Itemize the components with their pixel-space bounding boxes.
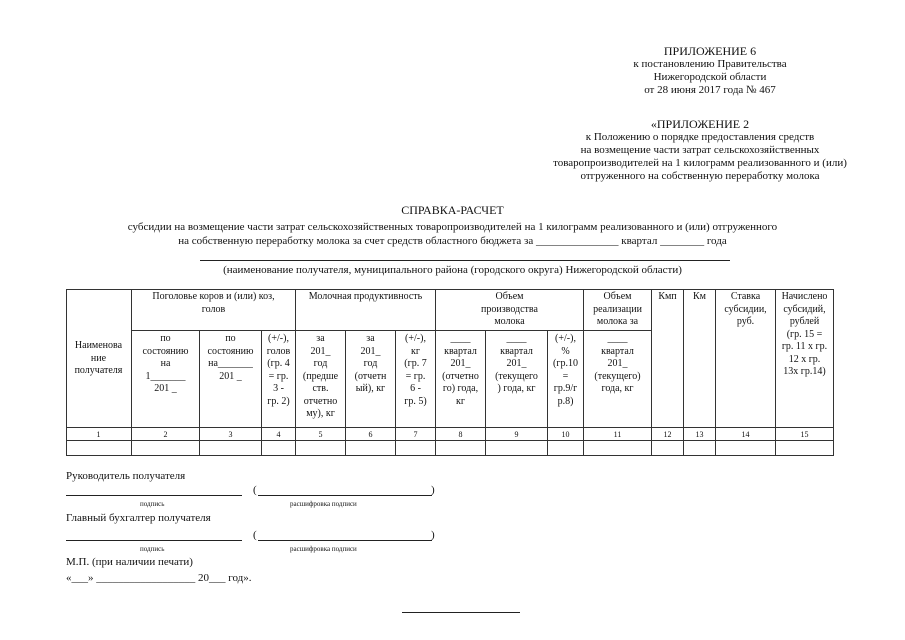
header-recipient-name: Наименова ние получателя [66, 289, 132, 428]
data-cell [716, 441, 776, 456]
annex6-line: к постановлению Правительства [633, 58, 787, 70]
accountant-paren-close: ) [431, 529, 435, 541]
column-number-4: 4 [262, 428, 296, 441]
header-column-5: за 201_ год (предше ств. отчетно му), кг [296, 331, 346, 428]
column-number-10: 10 [548, 428, 584, 441]
header-column-10: (+/-), % (гр.10 = гр.9/г р.8) [548, 331, 584, 428]
data-cell [132, 441, 200, 456]
recipient-caption: (наименование получателя, муниципального района (городского округа) Нижегородской области) [223, 264, 682, 276]
data-cell [66, 441, 132, 456]
column-number-14: 14 [716, 428, 776, 441]
document-title: СПРАВКА-РАСЧЕТ [401, 203, 504, 217]
data-cell [262, 441, 296, 456]
accountant-label: Главный бухгалтер получателя [66, 512, 211, 524]
head-signature-caption: подпись [140, 500, 165, 508]
data-cell [584, 441, 652, 456]
accountant-paren-open: ( [253, 529, 257, 541]
head-signature-line [66, 495, 242, 496]
annex2-line: товаропроизводителей на 1 килограмм реализованного и (или) [553, 157, 847, 169]
header-km: Км [684, 289, 716, 428]
column-number-9: 9 [486, 428, 548, 441]
column-number-15: 15 [776, 428, 834, 441]
header-group-productivity: Молочная продуктивность [296, 289, 436, 331]
annex6-line: от 28 июня 2017 года № 467 [644, 84, 776, 96]
annex6-title: ПРИЛОЖЕНИЕ 6 [663, 44, 757, 58]
column-number-2: 2 [132, 428, 200, 441]
data-cell [652, 441, 684, 456]
annex2-line: отгруженного на собственную переработку молока [580, 170, 820, 182]
column-number-11: 11 [584, 428, 652, 441]
data-cell [548, 441, 584, 456]
date-line: «___» __________________ 20___ год». [66, 572, 252, 584]
header-sales-period: ____ квартал 201_ (текущего) года, кг [584, 331, 652, 428]
header-kmp: Кмп [652, 289, 684, 428]
annex2-title: «ПРИЛОЖЕНИЕ 2 [650, 117, 750, 131]
header-column-7: (+/-), кг (гр. 7 = гр. 6 - гр. 5) [396, 331, 436, 428]
data-cell [296, 441, 346, 456]
header-group-sales: Объем реализации молока за [584, 289, 652, 331]
data-cell [396, 441, 436, 456]
column-number-8: 8 [436, 428, 486, 441]
document-subtitle-period: на собственную переработку молока за счет средств областного бюджета за _______________ квартал ________ года [178, 235, 727, 247]
head-paren-close: ) [431, 484, 435, 496]
column-number-1: 1 [66, 428, 132, 441]
header-accrued: Начислено субсидий, рублей (гр. 15 = гр. 11 х гр. 12 х гр. 13х гр.14) [776, 289, 834, 428]
recipient-name-line [200, 260, 730, 261]
head-decoding-line [258, 495, 432, 496]
header-column-2: по состоянию на 1_______ 201 _ [132, 331, 200, 428]
header-column-9: ____ квартал 201_ (текущего ) года, кг [486, 331, 548, 428]
annex2-line: на возмещение части затрат сельскохозяйственных [580, 144, 820, 156]
header-group-production: Объем производства молока [436, 289, 584, 331]
data-cell [684, 441, 716, 456]
header-column-4: (+/-), голов (гр. 4 = гр. 3 - гр. 2) [262, 331, 296, 428]
header-rate: Ставка субсидии, руб. [716, 289, 776, 428]
header-group-cows: Поголовье коров и (или) коз, голов [132, 289, 296, 331]
column-number-3: 3 [200, 428, 262, 441]
data-cell [346, 441, 396, 456]
head-label: Руководитель получателя [66, 470, 186, 482]
accountant-signature-line [66, 540, 242, 541]
data-cell [776, 441, 834, 456]
stamp-label: М.П. (при наличии печати) [66, 556, 193, 568]
annex2-header [520, 117, 880, 183]
data-cell [436, 441, 486, 456]
column-number-12: 12 [652, 428, 684, 441]
data-cell [486, 441, 548, 456]
footer-rule [402, 612, 520, 613]
column-number-13: 13 [684, 428, 716, 441]
head-paren-open: ( [253, 484, 257, 496]
annex2-line: к Положению о порядке предоставления средств [585, 131, 815, 143]
column-number-6: 6 [346, 428, 396, 441]
document-subtitle: субсидии на возмещение части затрат сельскохозяйственных товаропроизводителей на 1 килограмм реализованного и (или) отгруженного [127, 221, 778, 233]
annex6-line: Нижегородской области [653, 71, 767, 83]
annex6-header [560, 44, 860, 97]
column-number-5: 5 [296, 428, 346, 441]
header-column-6: за 201_ год (отчетн ый), кг [346, 331, 396, 428]
accountant-decoding-caption: расшифровка подписи [290, 545, 357, 553]
accountant-decoding-line [258, 540, 432, 541]
header-column-3: по состоянию на_______ 201 _ [200, 331, 262, 428]
data-cell [200, 441, 262, 456]
accountant-signature-caption: подпись [140, 545, 165, 553]
header-column-8: ____ квартал 201_ (отчетно го) года, кг [436, 331, 486, 428]
head-decoding-caption: расшифровка подписи [290, 500, 357, 508]
column-number-7: 7 [396, 428, 436, 441]
